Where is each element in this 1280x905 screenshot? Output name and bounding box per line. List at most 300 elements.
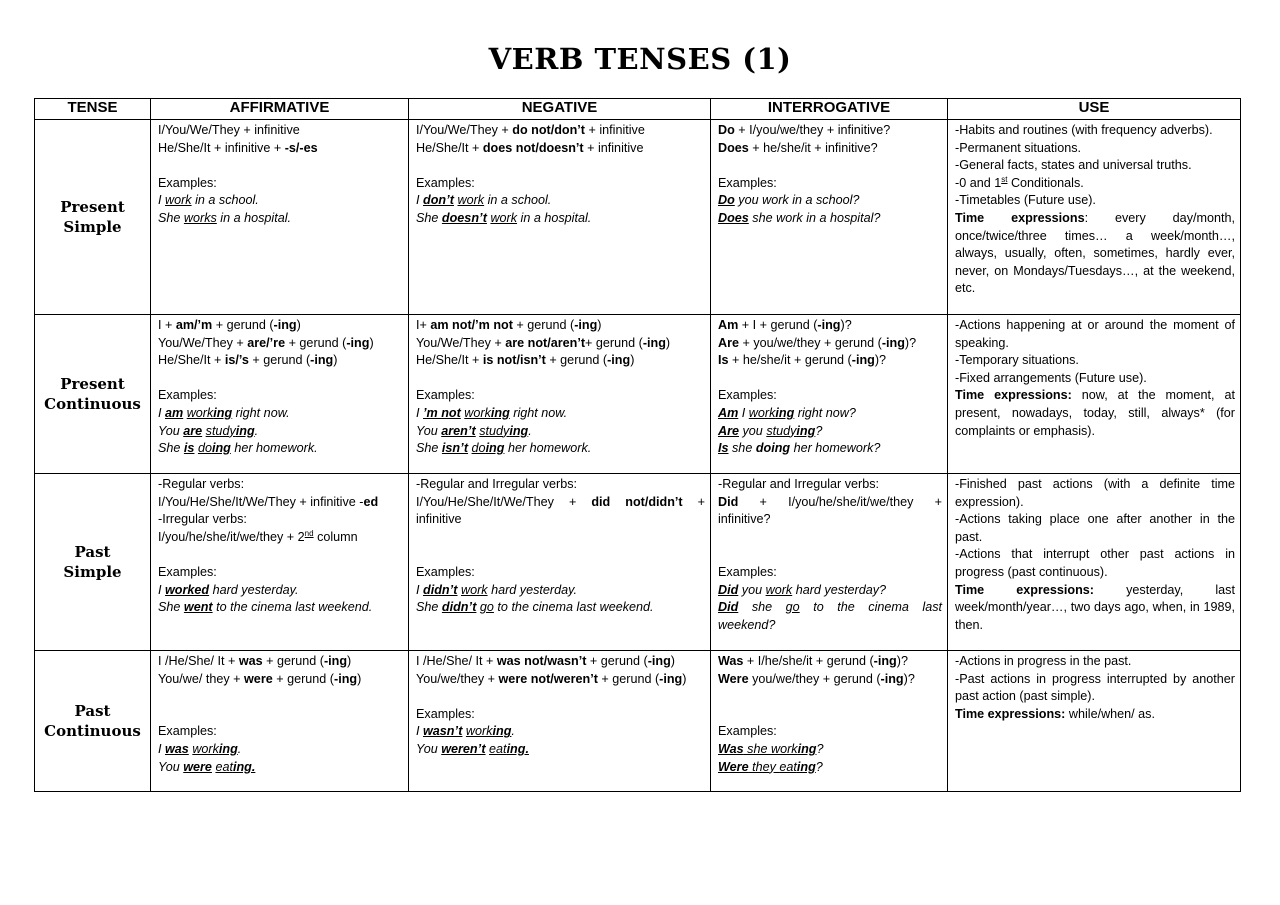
cell-line <box>718 476 942 494</box>
use-cell <box>948 651 1241 792</box>
text-segment: -ing <box>273 318 297 332</box>
text-segment: I <box>416 724 423 739</box>
text-segment: in a school. <box>484 193 552 208</box>
text-segment: ing <box>796 759 816 774</box>
text-segment: st <box>1001 174 1008 184</box>
page-title: VERB TENSES (1) <box>488 42 792 76</box>
text-segment: -ing <box>334 671 358 686</box>
text-segment: Time expressions <box>955 210 1085 225</box>
text-segment: doing <box>755 441 791 456</box>
text-segment: ing <box>796 423 816 438</box>
text-segment: Conditionals. <box>1007 175 1084 190</box>
text-segment: Are <box>718 423 739 438</box>
tense-name: Present Continuous <box>35 315 151 474</box>
text-segment: I/You/We/They + infinitive <box>158 123 300 137</box>
text-segment: -ing <box>323 654 348 668</box>
text-segment: is/’s <box>224 353 249 368</box>
text-segment: ing <box>797 741 817 756</box>
text-segment: -ing <box>574 318 598 332</box>
row-past-continuous <box>35 651 1241 792</box>
text-segment: ing <box>235 423 255 438</box>
text-segment: eat <box>779 759 797 774</box>
text-segment: in a hospital. <box>216 210 292 225</box>
text-segment: study <box>205 423 236 438</box>
cell-line <box>158 723 403 741</box>
cell-line <box>955 140 1235 158</box>
cell-line <box>718 723 942 741</box>
text-segment: work <box>192 741 219 756</box>
text-segment: Examples: <box>416 175 475 190</box>
text-segment: She <box>416 210 442 225</box>
text-segment: hard yesterday. <box>487 582 577 597</box>
text-segment: ) <box>630 353 635 368</box>
cell-line <box>718 192 942 210</box>
text-segment: )? <box>896 654 908 668</box>
text-segment: work <box>748 405 776 420</box>
cell-line <box>416 599 705 617</box>
cell-line <box>718 370 942 388</box>
text-segment: -ing <box>310 353 334 368</box>
text-segment: -Actions taking place one after another in the past. <box>955 512 1235 544</box>
text-segment: + gerund ( <box>586 654 648 668</box>
verb-tenses-table <box>34 98 1241 792</box>
cell-line <box>158 335 403 353</box>
cell-line <box>718 653 942 671</box>
cell-line <box>718 140 942 158</box>
text-segment: she <box>738 600 786 615</box>
text-segment: you <box>739 423 767 438</box>
text-segment: She <box>158 210 184 225</box>
text-segment: -Actions happening at or around the moment of speaking. <box>955 318 1235 350</box>
cell-line <box>718 599 942 634</box>
cell-line <box>158 405 403 423</box>
text-segment: + gerund ( <box>597 671 660 686</box>
text-segment: are <box>183 423 203 438</box>
cell-line <box>955 476 1235 511</box>
text-segment: )? <box>903 671 915 686</box>
cell-line <box>718 423 942 441</box>
text-segment: ing <box>218 741 238 756</box>
text-segment: column <box>313 529 358 544</box>
text-segment: right now? <box>794 405 856 420</box>
text-segment: ing <box>213 405 233 420</box>
cell-line <box>416 175 705 193</box>
text-segment: -Fixed arrangements (Future use). <box>955 370 1147 385</box>
cell-line <box>416 387 705 405</box>
header-affirmative: AFFIRMATIVE <box>151 99 409 120</box>
text-segment: )? <box>874 353 887 368</box>
text-segment: + gerund ( <box>512 318 575 332</box>
text-segment: Examples: <box>158 564 217 579</box>
header-row <box>35 99 1241 120</box>
cell-line <box>158 688 403 706</box>
cell-line <box>158 546 403 564</box>
text-segment: She <box>158 441 184 456</box>
text-segment: she <box>743 741 771 756</box>
cell-line <box>158 741 403 759</box>
text-segment: I /He/She/ It + <box>158 654 239 668</box>
text-segment: + gerund ( <box>272 671 334 686</box>
text-segment: I/You/He/She/It/We/They + <box>416 494 592 509</box>
cell-line <box>718 759 942 777</box>
text-segment: You/we/ they + <box>158 671 245 686</box>
affirmative-cell <box>151 651 409 792</box>
text-segment: Examples: <box>158 724 217 739</box>
text-segment: -General facts, states and universal truths. <box>955 158 1192 173</box>
text-segment: to the cinema last weekend. <box>212 600 373 615</box>
text-segment: work <box>464 405 491 420</box>
text-segment: didn’t <box>441 600 477 615</box>
text-segment: I + <box>158 318 176 332</box>
cell-line <box>158 759 403 777</box>
text-segment: ? <box>816 741 824 756</box>
text-segment: worked <box>165 582 210 597</box>
text-segment: + infinitive <box>583 140 644 155</box>
text-segment: ing <box>492 724 512 739</box>
text-segment: ) <box>347 654 352 668</box>
text-segment: Examples: <box>416 388 475 403</box>
text-segment: . <box>528 423 532 438</box>
text-segment: You/We/They + <box>416 335 506 350</box>
row-past-simple <box>35 474 1241 651</box>
text-segment: work <box>461 582 488 597</box>
text-segment: Did <box>718 600 739 615</box>
negative-cell <box>409 120 711 315</box>
cell-line <box>955 370 1235 388</box>
text-segment: Did <box>718 582 739 597</box>
text-segment: Examples: <box>718 175 777 190</box>
text-segment: study <box>766 423 797 438</box>
text-segment: was <box>238 654 263 668</box>
cell-line <box>718 440 942 458</box>
cell-line <box>416 352 705 370</box>
text-segment: isn’t <box>441 441 469 456</box>
cell-line <box>158 476 403 494</box>
text-segment: Does <box>718 140 749 155</box>
text-segment: Do <box>718 193 735 208</box>
cell-line <box>416 210 705 228</box>
cell-line <box>718 546 942 564</box>
cell-line <box>416 370 705 388</box>
cell-line <box>718 157 942 175</box>
text-segment: Were <box>718 671 749 686</box>
text-segment: -Regular and Irregular verbs: <box>718 477 879 491</box>
text-segment: Am <box>718 405 739 420</box>
cell-line <box>158 494 403 512</box>
text-segment: . <box>511 724 515 739</box>
interrogative-cell <box>711 474 948 651</box>
cell-line <box>158 529 403 547</box>
text-segment: ) <box>670 654 675 668</box>
cell-line <box>955 352 1235 370</box>
text-segment: ing <box>490 405 510 420</box>
text-segment: -ing <box>817 318 841 332</box>
cell-line <box>158 352 403 370</box>
text-segment: Time expressions: <box>955 388 1072 403</box>
text-segment: weren’t <box>441 741 486 756</box>
text-segment: you work in a school? <box>734 193 860 208</box>
text-segment: go <box>785 600 800 615</box>
text-segment: eat <box>489 741 507 756</box>
text-segment: )? <box>840 318 852 332</box>
text-segment: don’t <box>423 193 454 208</box>
text-segment: Examples: <box>718 724 777 739</box>
text-segment: -Past actions in progress interrupted by another past action (past simple). <box>955 671 1235 704</box>
text-segment: Examples: <box>158 175 217 190</box>
text-segment: He/She/It + <box>416 140 483 155</box>
text-segment: Examples: <box>416 706 475 721</box>
text-segment: ing. <box>506 741 529 756</box>
text-segment: -ing <box>881 335 905 350</box>
text-segment: Time expressions: <box>955 582 1094 597</box>
text-segment: Examples: <box>718 388 777 403</box>
text-segment: work <box>465 724 493 739</box>
text-segment: She <box>416 600 442 615</box>
text-segment: didn’t <box>423 582 458 597</box>
text-segment: + you/we/they + gerund ( <box>739 335 882 350</box>
text-segment: was <box>165 741 189 756</box>
cell-line <box>416 317 705 335</box>
text-segment: You/We/They + <box>158 335 248 350</box>
text-segment: Does <box>718 210 749 225</box>
text-segment: )? <box>904 335 917 350</box>
cell-line <box>718 564 942 582</box>
header-negative: NEGATIVE <box>409 99 711 120</box>
text-segment: + infinitive <box>416 494 706 527</box>
text-segment: -ing <box>659 671 683 686</box>
text-segment: -Actions in progress in the past. <box>955 654 1132 668</box>
text-segment: her homework? <box>790 441 881 456</box>
text-segment: am/’m <box>175 318 213 332</box>
cell-line <box>158 706 403 724</box>
text-segment: ) <box>665 335 671 350</box>
cell-line <box>158 122 403 140</box>
text-segment: Am <box>718 318 739 332</box>
text-segment: went <box>183 600 213 615</box>
text-segment: -ing <box>880 671 904 686</box>
cell-line <box>416 494 705 529</box>
text-segment: ing <box>485 441 505 456</box>
cell-line <box>718 317 942 335</box>
text-segment: in a hospital. <box>517 210 592 225</box>
text-segment: Was <box>718 654 744 668</box>
text-segment: You <box>416 741 442 756</box>
cell-line <box>158 564 403 582</box>
cell-line <box>955 317 1235 352</box>
text-segment: ing <box>775 405 795 420</box>
cell-line <box>158 387 403 405</box>
interrogative-cell <box>711 651 948 792</box>
cell-line <box>416 405 705 423</box>
text-segment: I <box>416 405 423 420</box>
cell-line <box>718 405 942 423</box>
text-segment: ? <box>815 423 823 438</box>
text-segment: ) <box>357 671 362 686</box>
text-segment: Do <box>718 123 735 137</box>
cell-line <box>955 175 1235 193</box>
cell-line <box>416 157 705 175</box>
text-segment: . <box>254 423 259 438</box>
text-segment: ) <box>682 671 687 686</box>
cell-line <box>158 192 403 210</box>
cell-line <box>718 671 942 689</box>
row-present-simple <box>35 120 1241 315</box>
cell-line <box>416 653 705 671</box>
text-segment: He/She/It + <box>158 353 225 368</box>
cell-line <box>955 210 1235 298</box>
text-segment: Time expressions: <box>955 706 1066 721</box>
cell-line <box>955 387 1235 440</box>
text-segment: + gerund ( <box>585 335 643 350</box>
cell-line <box>158 210 403 228</box>
text-segment: ) <box>333 353 338 368</box>
text-segment: hard yesterday? <box>792 582 887 597</box>
interrogative-cell <box>711 315 948 474</box>
cell-line <box>158 599 403 617</box>
cell-line <box>955 546 1235 581</box>
cell-line <box>416 476 705 494</box>
cell-line <box>158 423 403 441</box>
affirmative-cell <box>151 120 409 315</box>
text-segment: ing. <box>232 759 256 774</box>
text-segment: do <box>471 441 486 456</box>
text-segment: she <box>728 441 756 456</box>
text-segment: -ing <box>346 335 370 350</box>
text-segment: aren’t <box>441 423 476 438</box>
text-segment: + he/she/it + gerund ( <box>728 353 852 368</box>
text-segment: I <box>416 193 423 208</box>
text-segment: ) <box>369 335 374 350</box>
text-segment: I <box>738 405 749 420</box>
header-tense: TENSE <box>35 99 151 120</box>
text-segment: are/’re <box>247 335 286 350</box>
use-cell <box>948 315 1241 474</box>
cell-line <box>718 529 942 547</box>
text-segment: ’m not <box>423 405 461 420</box>
negative-cell <box>409 651 711 792</box>
text-segment: + gerund ( <box>212 318 274 332</box>
text-segment: is not/isn’t <box>482 353 546 368</box>
text-segment: Examples: <box>416 564 475 579</box>
cell-line <box>158 140 403 158</box>
text-segment: + he/she/it + infinitive? <box>748 140 878 155</box>
text-segment: -ing <box>642 335 666 350</box>
cell-line <box>158 440 403 458</box>
text-segment: did not/didn’t <box>591 494 683 509</box>
text-segment: -Temporary situations. <box>955 353 1079 368</box>
cell-line <box>416 122 705 140</box>
tense-name: Past Continuous <box>35 651 151 792</box>
header-interrogative: INTERROGATIVE <box>711 99 948 120</box>
text-segment: You/we/they + <box>416 671 499 686</box>
text-segment: were not/weren’t <box>498 671 598 686</box>
text-segment: I /He/She/ It + <box>416 654 497 668</box>
text-segment: + I + gerund ( <box>738 318 818 332</box>
cell-line <box>718 387 942 405</box>
cell-line <box>416 706 705 724</box>
cell-line <box>416 582 705 600</box>
text-segment: ) <box>597 318 602 332</box>
affirmative-cell <box>151 315 409 474</box>
cell-line <box>416 564 705 582</box>
cell-line <box>416 140 705 158</box>
text-segment: -Permanent situations. <box>955 140 1081 155</box>
text-segment: was not/wasn’t <box>496 654 587 668</box>
text-segment: Is <box>718 353 729 368</box>
text-segment: they <box>748 759 780 774</box>
text-segment: were <box>183 759 212 774</box>
text-segment: I <box>158 405 165 420</box>
use-cell <box>948 120 1241 315</box>
text-segment: Did <box>718 494 739 509</box>
text-segment: Was <box>718 741 744 756</box>
cell-line <box>718 688 942 706</box>
text-segment: right now. <box>232 405 290 420</box>
text-segment: are not/aren’t <box>505 335 586 350</box>
text-segment: ing <box>211 441 231 456</box>
cell-line <box>158 653 403 671</box>
text-segment: She <box>416 441 442 456</box>
text-segment: You <box>158 759 184 774</box>
text-segment: I <box>158 193 165 208</box>
text-segment: Were <box>718 759 749 774</box>
text-segment: is <box>183 441 195 456</box>
cell-line <box>955 122 1235 140</box>
text-segment: + gerund ( <box>248 353 311 368</box>
text-segment: He/She/It + <box>416 353 483 368</box>
cell-line <box>158 671 403 689</box>
cell-line <box>718 741 942 759</box>
text-segment: her homework. <box>230 441 318 456</box>
cell-line <box>416 671 705 689</box>
text-segment: ) <box>296 318 301 332</box>
cell-line <box>158 511 403 529</box>
text-segment: I+ <box>416 318 431 332</box>
cell-line <box>158 317 403 335</box>
text-segment: work <box>186 405 214 420</box>
text-segment: + I/you/we/they + infinitive? <box>734 123 891 137</box>
text-segment: study <box>479 423 510 438</box>
negative-cell <box>409 315 711 474</box>
cell-line <box>718 706 942 724</box>
text-segment: -Actions that interrupt other past actions in progress (past continuous). <box>955 547 1235 579</box>
text-segment: + gerund ( <box>262 654 324 668</box>
text-segment: you <box>738 582 766 597</box>
text-segment: am <box>165 405 184 420</box>
text-segment: do <box>197 441 212 456</box>
text-segment: Examples: <box>158 388 217 403</box>
text-segment: You <box>416 423 442 438</box>
cell-line <box>416 423 705 441</box>
cell-line <box>955 582 1235 635</box>
text-segment: -Timetables (Future use). <box>955 193 1096 208</box>
text-segment: am not/’m not <box>430 318 513 332</box>
cell-line <box>718 582 942 600</box>
cell-line <box>718 175 942 193</box>
cell-line <box>158 370 403 388</box>
cell-line <box>955 192 1235 210</box>
text-segment: -Regular verbs: <box>158 477 245 491</box>
cell-line <box>158 175 403 193</box>
text-segment: I <box>158 741 165 756</box>
text-segment: work <box>165 193 192 208</box>
use-cell <box>948 474 1241 651</box>
text-segment: She <box>158 600 184 615</box>
row-present-continuous <box>35 315 1241 474</box>
text-segment: wasn’t <box>423 724 463 739</box>
text-segment: -ing <box>851 353 875 368</box>
cell-line <box>158 582 403 600</box>
